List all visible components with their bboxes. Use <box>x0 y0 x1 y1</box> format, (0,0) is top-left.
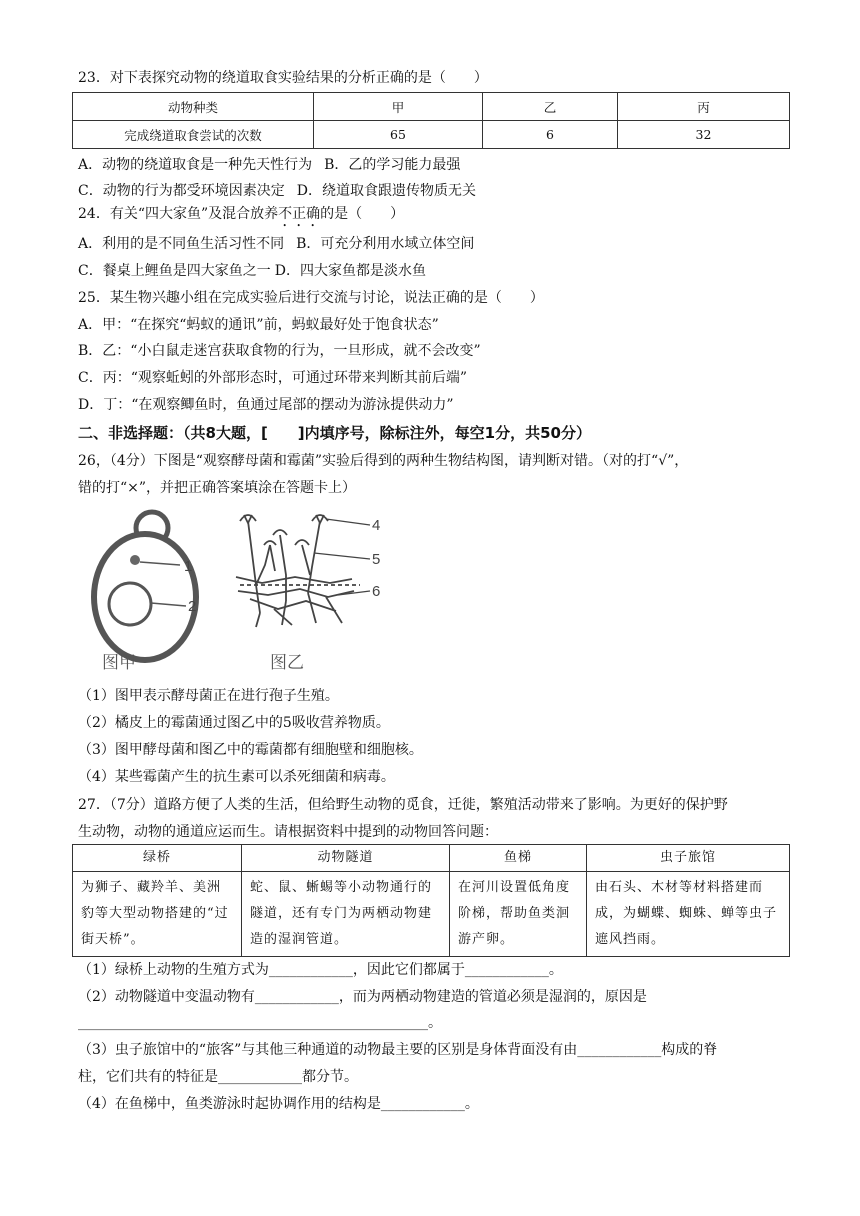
q27-cell-tunnel: 蛇、鼠、蜥蜴等小动物通行的隧道，还有专门为两栖动物建造的湿润管道。 <box>242 872 450 957</box>
q27-header-green-bridge: 绿桥 <box>73 845 242 872</box>
q27-question-2-line1: （2）动物隧道中变温动物有____________，而为两栖动物建造的管道必须是湿润的，原因是 <box>78 989 647 1005</box>
q24-stem-pre: 24．有关“四大家鱼”及混合放养 <box>78 206 279 222</box>
q27-header-insect-hotel: 虫子旅馆 <box>587 845 790 872</box>
q23-value-c: 32 <box>618 121 790 149</box>
q24-options-row1 <box>78 234 474 254</box>
q25-option-a: A．甲：“在探究“蚂蚁的通讯”前，蚂蚁最好处于饱食状态” <box>78 317 439 333</box>
label-2: 2 <box>188 598 197 615</box>
label-6: 6 <box>372 583 381 600</box>
yeast-cell-diagram <box>94 512 196 660</box>
q23-option-c: C．动物的行为都受环境因素决定 <box>78 183 285 199</box>
q23-options-row2 <box>78 181 476 201</box>
q27-question-4: （4）在鱼梯中，鱼类游泳时起协调作用的结构是____________。 <box>78 1096 479 1112</box>
q27-question-2-line2: __________________________________________________。 <box>78 1015 442 1031</box>
q26-item-3: （3）图甲酵母菌和图乙中的霉菌都有细胞壁和细胞核。 <box>78 742 423 758</box>
section2-title: 二、非选择题：（共8大题，[ ]内填序号，除标注外，每空1分，共50分） <box>78 424 591 442</box>
q24-stem <box>78 204 404 230</box>
q24-stem-post: 的是（ ） <box>320 206 405 222</box>
q26-item-4: （4）某些霉菌产生的抗生素可以杀死细菌和病毒。 <box>78 769 395 785</box>
q25-stem: 25．某生物兴趣小组在完成实验后进行交流与讨论，说法正确的是（ ） <box>78 290 544 306</box>
q23-header-species: 动物种类 <box>73 93 314 121</box>
q26-line2: 错的打“×”，并把正确答案填涂在答题卡上） <box>78 480 357 496</box>
q23-header-c: 丙 <box>618 93 790 121</box>
label-1: 1 <box>184 558 193 575</box>
q23-option-a: A．动物的绕道取食是一种先天性行为 <box>78 157 313 173</box>
caption-b: 图乙 <box>270 653 304 673</box>
q27-line1: 27．（7分）道路方便了人类的生活，但给野生动物的觅食，迁徙，繁殖活动带来了影响。为更好的保护野 <box>78 797 728 813</box>
q24-option-d: D．四大家鱼都是淡水鱼 <box>274 263 426 279</box>
q23-header-a: 甲 <box>314 93 483 121</box>
caption-a: 图甲 <box>102 653 136 673</box>
q25-option-c: C．丙：“观察蚯蚓的外部形态时，可通过环带来判断其前后端” <box>78 370 468 386</box>
q23-table <box>72 92 790 149</box>
q26-figure <box>80 505 400 675</box>
label-5: 5 <box>372 551 381 568</box>
q23-option-b: B．乙的学习能力最强 <box>324 157 461 173</box>
q27-header-tunnel: 动物隧道 <box>242 845 450 872</box>
q27-cell-green-bridge: 为狮子、藏羚羊、美洲豹等大型动物搭建的“过街天桥”。 <box>73 872 242 957</box>
q26-item-2: （2）橘皮上的霉菌通过图乙中的5吸收营养物质。 <box>78 715 390 731</box>
q24-option-b: B．可充分利用水域立体空间 <box>296 236 475 252</box>
q27-line2: 生动物，动物的通道应运而生。请根据资料中提到的动物回答问题： <box>78 824 498 840</box>
q27-cell-insect-hotel: 由石头、木材等材料搭建而成，为蝴蝶、蜘蛛、蝉等虫子遮风挡雨。 <box>587 872 790 957</box>
q27-question-3-line2: 柱，它们共有的特征是____________都分节。 <box>78 1069 358 1085</box>
q23-header-b: 乙 <box>483 93 618 121</box>
q23-option-d: D．绕道取食跟遗传物质无关 <box>296 183 476 199</box>
q24-option-c: C．餐桌上鲤鱼是四大家鱼之一 <box>78 263 271 279</box>
q27-cell-fish-ladder: 在河川设置低角度阶梯，帮助鱼类洄游产卵。 <box>450 872 587 957</box>
q23-value-b: 6 <box>483 121 618 149</box>
q23-stem: 23．对下表探究动物的绕道取食实验结果的分析正确的是（ ） <box>78 70 488 86</box>
q24-option-a: A．利用的是不同鱼生活习性不同 <box>78 236 285 252</box>
q26-line1: 26，（4分）下图是“观察酵母菌和霉菌”实验后得到的两种生物结构图，请判断对错。（对的打“√”， <box>78 453 689 469</box>
q27-question-3-line1: （3）虫子旅馆中的“旅客”与其他三种通道的动物最主要的区别是身体背面没有由____________构成的脊 <box>78 1042 718 1058</box>
q23-options-row1 <box>78 155 460 175</box>
label-4: 4 <box>372 517 381 534</box>
q24-stem-emphasis: 不正确 <box>278 206 321 222</box>
mold-diagram <box>236 515 370 627</box>
q26-item-1: （1）图甲表示酵母菌正在进行孢子生殖。 <box>78 688 339 704</box>
q27-table <box>72 844 790 957</box>
q25-option-b: B．乙：“小白鼠走迷宫获取食物的行为，一旦形成，就不会改变” <box>78 343 481 359</box>
q25-option-d: D．丁：“在观察鲫鱼时，鱼通过尾部的摆动为游泳提供动力” <box>78 397 454 413</box>
q24-options-row2 <box>78 261 426 281</box>
q27-header-fish-ladder: 鱼梯 <box>450 845 587 872</box>
q23-value-a: 65 <box>314 121 483 149</box>
q23-row-label: 完成绕道取食尝试的次数 <box>73 121 314 149</box>
q27-question-1: （1）绿桥上动物的生殖方式为____________，因此它们都属于____________。 <box>78 962 563 978</box>
